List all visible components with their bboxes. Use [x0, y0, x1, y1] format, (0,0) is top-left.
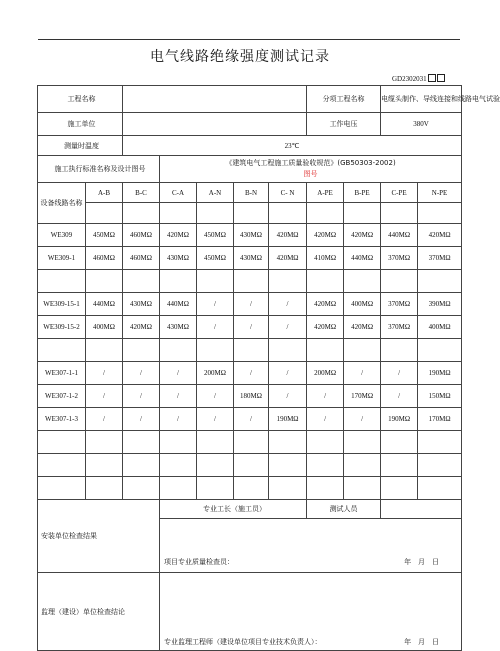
resistance-cell: / [344, 362, 381, 385]
table-row [38, 431, 462, 454]
col-subheader [418, 203, 462, 224]
sub-project-label: 分项工程名称 [307, 86, 381, 113]
resistance-cell: 420MΩ [307, 316, 344, 339]
resistance-cell: / [234, 408, 269, 431]
install-date: 年 月 日 [404, 558, 440, 566]
voltage-value: 380V [381, 113, 462, 136]
resistance-cell: / [307, 408, 344, 431]
resistance-cell [123, 454, 160, 477]
temp-label: 测量时温度 [38, 136, 123, 156]
resistance-cell [86, 454, 123, 477]
resistance-cell: 450MΩ [86, 224, 123, 247]
construction-unit-value[interactable] [123, 113, 307, 136]
resistance-cell: / [269, 362, 307, 385]
col-subheader [344, 203, 381, 224]
resistance-cell [307, 431, 344, 454]
resistance-cell: 410MΩ [307, 247, 344, 270]
col-header: C-PE [381, 183, 418, 203]
supervision-signature-area[interactable] [160, 573, 462, 651]
col-subheader [86, 203, 123, 224]
voltage-label: 工作电压 [307, 113, 381, 136]
resistance-cell: / [381, 385, 418, 408]
resistance-cell: 400MΩ [344, 293, 381, 316]
resistance-cell: 400MΩ [418, 316, 462, 339]
resistance-cell: 460MΩ [123, 247, 160, 270]
resistance-cell [344, 477, 381, 500]
resistance-cell [381, 454, 418, 477]
qa-inspector-label: 项目专业质量检查员： [164, 558, 234, 566]
resistance-cell: 450MΩ [197, 224, 234, 247]
sub-project-value: 电缆头制作、导线连接和线路电气试验 [381, 86, 462, 113]
device-name-cell: WE309-1 [38, 247, 86, 270]
resistance-cell: / [197, 385, 234, 408]
resistance-cell [418, 270, 462, 293]
device-name-cell [38, 431, 86, 454]
resistance-cell: 370MΩ [381, 293, 418, 316]
resistance-cell [160, 270, 197, 293]
drawing-number-label: 图号 [303, 170, 318, 178]
resistance-cell: 190MΩ [418, 362, 462, 385]
resistance-cell [197, 339, 234, 362]
resistance-cell [269, 477, 307, 500]
foreman-label: 专业工长（施工员） [160, 500, 307, 519]
resistance-cell: 430MΩ [234, 247, 269, 270]
resistance-cell [160, 339, 197, 362]
supervision-label: 监理（建设）单位检查结论 [38, 573, 160, 651]
resistance-cell [86, 339, 123, 362]
resistance-cell: / [234, 316, 269, 339]
supervision-date: 年 月 日 [404, 638, 440, 646]
page-title: 电气线路绝缘强度测试记录 [150, 49, 330, 65]
device-name-cell: WE307-1-3 [38, 408, 86, 431]
resistance-cell [269, 339, 307, 362]
resistance-cell: 430MΩ [160, 247, 197, 270]
col-header: C-A [160, 183, 197, 203]
resistance-cell: 400MΩ [86, 316, 123, 339]
resistance-cell [381, 270, 418, 293]
col-header: C- N [269, 183, 307, 203]
col-header: A-B [86, 183, 123, 203]
resistance-cell [344, 339, 381, 362]
resistance-cell [234, 270, 269, 293]
resistance-cell: / [160, 408, 197, 431]
resistance-cell: 190MΩ [381, 408, 418, 431]
col-header: N-PE [418, 183, 462, 203]
resistance-cell: 460MΩ [86, 247, 123, 270]
engineer-label: 专业监理工程师（建设单位项目专业技术负责人）： [164, 638, 322, 646]
table-row [38, 362, 462, 385]
resistance-cell [234, 431, 269, 454]
col-header: B-PE [344, 183, 381, 203]
resistance-cell: 170MΩ [344, 385, 381, 408]
col-subheader [234, 203, 269, 224]
resistance-cell: 430MΩ [123, 293, 160, 316]
resistance-cell: 420MΩ [269, 224, 307, 247]
table-row [38, 385, 462, 408]
device-name-cell: WE309-15-2 [38, 316, 86, 339]
table-row [38, 316, 462, 339]
col-header: B-C [123, 183, 160, 203]
standard-label: 施工执行标准名称及设计图号 [38, 156, 160, 183]
resistance-cell: / [307, 385, 344, 408]
resistance-cell [418, 431, 462, 454]
resistance-cell: 420MΩ [344, 316, 381, 339]
device-name-cell: WE309-15-1 [38, 293, 86, 316]
construction-unit-label: 施工单位 [38, 113, 123, 136]
test-record-table [37, 85, 500, 651]
table-row [38, 477, 462, 500]
resistance-cell [123, 270, 160, 293]
col-header: A-N [197, 183, 234, 203]
resistance-cell: 420MΩ [344, 224, 381, 247]
resistance-cell [123, 431, 160, 454]
resistance-cell [160, 477, 197, 500]
resistance-cell: 420MΩ [123, 316, 160, 339]
code-box-1 [428, 74, 436, 82]
resistance-cell [234, 339, 269, 362]
col-subheader [269, 203, 307, 224]
form-code [392, 74, 445, 83]
resistance-cell: 420MΩ [307, 293, 344, 316]
resistance-cell [381, 477, 418, 500]
resistance-cell [381, 431, 418, 454]
resistance-cell: / [123, 362, 160, 385]
resistance-cell [269, 431, 307, 454]
resistance-cell: 200MΩ [197, 362, 234, 385]
resistance-cell: / [197, 408, 234, 431]
resistance-cell [197, 431, 234, 454]
resistance-cell [197, 454, 234, 477]
resistance-cell [344, 454, 381, 477]
resistance-cell: / [160, 385, 197, 408]
resistance-cell: / [86, 385, 123, 408]
resistance-cell [418, 454, 462, 477]
resistance-cell [160, 431, 197, 454]
data-rows [38, 224, 462, 500]
resistance-cell [234, 454, 269, 477]
device-name-cell [38, 270, 86, 293]
table-row [38, 270, 462, 293]
resistance-cell [197, 270, 234, 293]
resistance-cell [197, 477, 234, 500]
code-box-2 [437, 74, 445, 82]
resistance-cell: / [160, 362, 197, 385]
resistance-cell [160, 454, 197, 477]
col-subheader [123, 203, 160, 224]
tester-label: 测试人员 [307, 500, 381, 519]
device-label: 设备线路名称 [38, 183, 86, 224]
resistance-cell [307, 270, 344, 293]
tester-value[interactable] [381, 500, 462, 519]
standard-cell [160, 156, 462, 183]
temp-value: 23℃ [123, 136, 462, 156]
resistance-cell [234, 477, 269, 500]
resistance-cell: 180MΩ [234, 385, 269, 408]
resistance-cell: / [381, 362, 418, 385]
resistance-cell: / [269, 316, 307, 339]
top-rule [38, 39, 460, 40]
col-subheader [197, 203, 234, 224]
resistance-cell [86, 477, 123, 500]
resistance-cell: 450MΩ [197, 247, 234, 270]
resistance-cell: 390MΩ [418, 293, 462, 316]
resistance-cell: 440MΩ [381, 224, 418, 247]
resistance-cell: 150MΩ [418, 385, 462, 408]
device-name-cell: WE307-1-2 [38, 385, 86, 408]
resistance-cell: 440MΩ [86, 293, 123, 316]
resistance-cell [307, 454, 344, 477]
resistance-cell [123, 339, 160, 362]
col-header: A-PE [307, 183, 344, 203]
resistance-cell: / [234, 293, 269, 316]
resistance-cell: 370MΩ [381, 247, 418, 270]
install-signature-area[interactable] [160, 519, 462, 573]
resistance-cell: / [123, 385, 160, 408]
resistance-cell [344, 431, 381, 454]
resistance-cell [381, 339, 418, 362]
project-name-value[interactable] [123, 86, 307, 113]
table-row [38, 293, 462, 316]
resistance-cell [86, 431, 123, 454]
resistance-cell: / [269, 293, 307, 316]
form-code-text: GD2302031 [392, 75, 427, 83]
resistance-cell [123, 477, 160, 500]
resistance-cell: / [269, 385, 307, 408]
install-check-label: 安装单位检查结果 [38, 500, 160, 573]
resistance-cell: 170MΩ [418, 408, 462, 431]
device-name-cell [38, 454, 86, 477]
table-row [38, 224, 462, 247]
resistance-cell: 200MΩ [307, 362, 344, 385]
device-name-cell: WE307-1-1 [38, 362, 86, 385]
resistance-cell [307, 339, 344, 362]
resistance-cell: / [86, 408, 123, 431]
resistance-cell: / [197, 316, 234, 339]
resistance-cell: 420MΩ [307, 224, 344, 247]
resistance-cell: / [344, 408, 381, 431]
table-row [38, 454, 462, 477]
resistance-cell: 420MΩ [160, 224, 197, 247]
col-header: B-N [234, 183, 269, 203]
resistance-cell: / [86, 362, 123, 385]
resistance-cell: 420MΩ [418, 224, 462, 247]
resistance-cell [269, 454, 307, 477]
table-row [38, 408, 462, 431]
resistance-cell: 440MΩ [344, 247, 381, 270]
resistance-cell: 460MΩ [123, 224, 160, 247]
resistance-cell [418, 477, 462, 500]
resistance-cell: / [197, 293, 234, 316]
table-row [38, 339, 462, 362]
device-name-cell: WE309 [38, 224, 86, 247]
standard-value: 《建筑电气工程施工质量验收规范》(GB50303-2002) [225, 159, 396, 167]
resistance-cell [418, 339, 462, 362]
resistance-cell [344, 270, 381, 293]
resistance-cell: 430MΩ [160, 316, 197, 339]
col-subheader [307, 203, 344, 224]
resistance-cell [86, 270, 123, 293]
resistance-cell: 370MΩ [381, 316, 418, 339]
col-subheader [160, 203, 197, 224]
resistance-cell: 420MΩ [269, 247, 307, 270]
resistance-cell: 190MΩ [269, 408, 307, 431]
resistance-cell: 430MΩ [234, 224, 269, 247]
resistance-cell: / [234, 362, 269, 385]
resistance-cell [269, 270, 307, 293]
resistance-cell: 440MΩ [160, 293, 197, 316]
device-name-cell [38, 477, 86, 500]
resistance-cell: 370MΩ [418, 247, 462, 270]
device-name-cell [38, 339, 86, 362]
resistance-cell: / [123, 408, 160, 431]
resistance-cell [307, 477, 344, 500]
table-row [38, 247, 462, 270]
project-name-label: 工程名称 [38, 86, 123, 113]
col-subheader [381, 203, 418, 224]
